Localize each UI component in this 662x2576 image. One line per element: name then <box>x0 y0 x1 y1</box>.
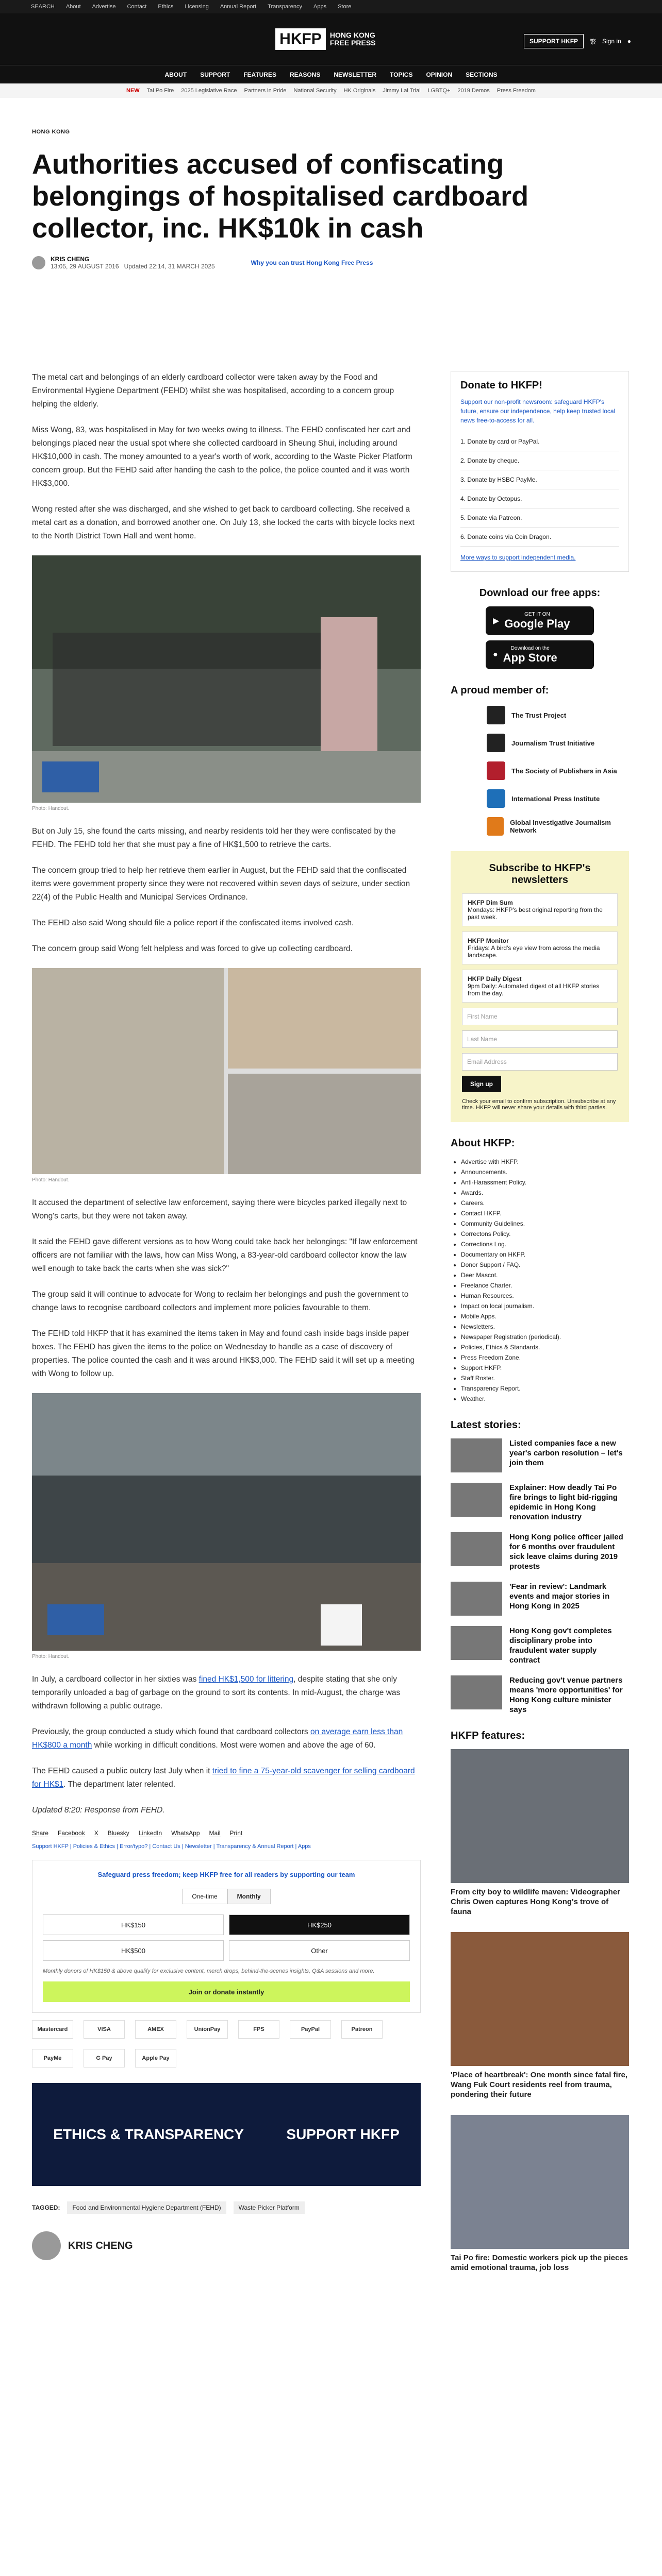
donate-more-link[interactable]: More ways to support independent media. <box>460 554 576 561</box>
logo-wordmark: HONG KONG FREE PRESS <box>329 31 376 47</box>
about-link[interactable]: • Donor Support / FAQ. <box>461 1260 629 1270</box>
advertise-link[interactable]: Advertise <box>92 4 116 10</box>
about-link[interactable]: • Advertise with HKFP. <box>461 1157 629 1167</box>
contact-link[interactable]: Contact <box>127 4 147 10</box>
top-utility-bar <box>0 0 662 13</box>
donate-intro[interactable]: Support our non-profit newsroom: safeguard HKFP's future, ensure our independence, help keep trusted local news free-to-access for all. <box>460 398 616 424</box>
story-item[interactable]: Hong Kong gov't completes disciplinary probe into fraudulent water supply contract <box>451 1626 629 1665</box>
article-header <box>32 129 630 270</box>
about-link[interactable]: • Weather. <box>461 1394 629 1404</box>
paragraph: The FEHD caused a public outcry last July when it tried to fine a 75-year-old scavenger for selling cardboard for HK$1. The department later relented. <box>32 1767 415 1789</box>
feature-image <box>451 1749 629 1883</box>
support-title: Safeguard press freedom; keep HKFP free for all readers by supporting our team <box>97 1871 355 1878</box>
article-headline: Authorities accused of confiscating belongings of hospitalised cardboard collector, inc. HK$10k in cash <box>32 149 529 244</box>
paragraph: The FEHD told HKFP that it has examined the items taken in May and found cash inside bags inside paper boxes. The FEHD has given the items to the police on Wednesday to handle as a case of discovery of properties. The police counted the cash and it was around HK$3,000. The FEHD said it will set up a meeting with Wong to follow up. <box>32 1329 415 1378</box>
feature-item[interactable]: From city boy to wildlife maven: Videographer Chris Owen captures Hong Kong's trove of fauna <box>451 1749 629 1917</box>
donate-title: Donate to HKFP! <box>460 380 542 391</box>
about-link[interactable]: • Human Resources. <box>461 1291 629 1301</box>
new-badge: NEW <box>126 88 140 94</box>
apps-section <box>451 587 629 669</box>
member-logo[interactable]: International Press Institute <box>487 789 629 808</box>
byline <box>32 256 630 270</box>
story-thumbnail <box>451 1483 502 1517</box>
story-item[interactable]: Reducing gov't venue partners means 'more opportunities' for Hong Kong culture minister says <box>451 1675 629 1715</box>
store-link[interactable]: Store <box>338 4 352 10</box>
donate-option[interactable]: 5. Donate via Patreon. <box>460 509 619 528</box>
support-description: Monthly donors of HK$150 & above qualify for exclusive content, merch drops, behind-the-scenes insights, Q&A sessions and more. <box>43 1968 375 1974</box>
story-thumbnail <box>451 1532 502 1566</box>
trending-bar <box>0 83 662 98</box>
tagged-label: TAGGED: <box>32 2204 60 2211</box>
feature-item[interactable]: 'Place of heartbreak': One month since fatal fire, Wang Fuk Court residents reel from trauma, pondering their future <box>451 1932 629 2099</box>
about-title: About HKFP: <box>451 1138 515 1149</box>
author-avatar <box>32 256 45 269</box>
search-link[interactable]: SEARCH <box>31 4 55 10</box>
share-bluesky[interactable]: Bluesky <box>107 1829 129 1837</box>
tag-list <box>32 2201 421 2214</box>
paragraph: In July, a cardboard collector in her sixties was fined HK$1,500 for littering, despite stating that she only temporarily unloaded a bag of garbage on the ground to sort its contents. In mid-August, the charge was withdrawn following a public outrage. <box>32 1675 401 1710</box>
trending-link[interactable]: Partners in Pride <box>244 88 287 94</box>
tag-chip[interactable]: Food and Environmental Hygiene Department (FEHD) <box>67 2201 226 2214</box>
nav-support[interactable]: SUPPORT <box>200 71 230 78</box>
app-store-button[interactable]: ● Download on the App Store <box>486 640 594 669</box>
about-link[interactable]: • Support HKFP. <box>461 1363 629 1373</box>
support-banner[interactable]: SUPPORT HKFP <box>286 2126 400 2142</box>
about-link[interactable]: • Impact on local journalism. <box>461 1301 629 1311</box>
author-name[interactable]: KRIS CHENG <box>51 256 90 263</box>
main-nav <box>0 65 662 83</box>
gijn-icon <box>487 817 504 836</box>
nav-newsletter[interactable]: NEWSLETTER <box>334 71 376 78</box>
payment-logo: Apple Pay <box>135 2049 176 2067</box>
nav-opinion[interactable]: OPINION <box>426 71 453 78</box>
sopa-icon <box>487 761 505 780</box>
signup-button[interactable]: Sign up <box>462 1076 501 1092</box>
paragraph: Previously, the group conducted a study which found that cardboard collectors on average earn less than HK$800 a month while working in difficult conditions. Most were women and above the age of 60. <box>32 1727 403 1750</box>
article-photo <box>32 968 421 1174</box>
logo-mark: HKFP <box>275 28 326 50</box>
signin-link[interactable]: Sign in <box>602 38 621 45</box>
newsletter-option[interactable]: HKFP Monitor Fridays: A bird's eye view from across the media landscape. <box>462 931 618 964</box>
story-item[interactable]: 'Fear in review': Landmark events and major stories in Hong Kong in 2025 <box>451 1582 629 1616</box>
trending-link[interactable]: LGBTQ+ <box>427 88 451 94</box>
paragraph: It said the FEHD gave different versions as to how Wong could take back her belongings: "If law enforcement officers are not familiar with the laws, how can Miss Wong, a 83-year-old cardboard collector know the law well enough to take back the carts when she was sick?" <box>32 1238 418 1273</box>
share-x[interactable]: X <box>94 1829 98 1837</box>
paragraph: Wong rested after she was discharged, and she wished to get back to cardboard collecting. She received a metal cart as a donation, and borrowed another one. On July 13, she locked the carts with bicycle locks next to the North District Town Hall and went home. <box>32 505 415 540</box>
payment-logo: PayMe <box>32 2049 73 2067</box>
apps-title: Download our free apps: <box>479 587 601 599</box>
features-title: HKFP features: <box>451 1730 525 1741</box>
paragraph: The group said it will continue to advocate for Wong to reclaim her belongings and push the government to change laws to recognise cardboard collectors and implement more policies favourable to them. <box>32 1290 409 1312</box>
inline-link[interactable]: fined HK$1,500 for littering <box>198 1675 294 1684</box>
story-item[interactable]: Explainer: How deadly Tai Po fire brings to light bid-rigging epidemic in Hong Kong renovation industry <box>451 1483 629 1522</box>
site-header <box>0 13 662 65</box>
about-link[interactable]: • Press Freedom Zone. <box>461 1352 629 1363</box>
story-thumbnail <box>451 1582 502 1616</box>
annual-report-link[interactable]: Annual Report <box>220 4 257 10</box>
promo-banner[interactable] <box>32 2083 421 2186</box>
payment-logo: Mastercard <box>32 2020 73 2039</box>
members-title: A proud member of: <box>451 685 549 696</box>
first-name-field[interactable]: First Name <box>462 1008 618 1025</box>
story-thumbnail <box>451 1626 502 1660</box>
nav-topics[interactable]: TOPICS <box>390 71 413 78</box>
member-logo[interactable]: Global Investigative Journalism Network <box>487 817 629 836</box>
photo-parked-bikes <box>32 1393 421 1651</box>
about-link[interactable]: • Transparency Report. <box>461 1383 629 1394</box>
trending-link[interactable]: HK Originals <box>343 88 376 94</box>
paragraph: It accused the department of selective law enforcement, saying there were bicycles parked illegally next to Wong's carts, but they were not taken away. <box>32 1198 407 1221</box>
about-link[interactable]: • Awards. <box>461 1188 629 1198</box>
nav-sections[interactable]: SECTIONS <box>466 71 498 78</box>
user-icon[interactable]: ● <box>627 38 631 45</box>
member-logo[interactable]: The Society of Publishers in Asia <box>487 761 629 780</box>
header-actions <box>524 34 631 48</box>
payment-logo: G Pay <box>84 2049 125 2067</box>
newsletter-option[interactable]: HKFP Dim Sum Mondays: HKFP's best original reporting from the past week. <box>462 893 618 926</box>
payment-logo: FPS <box>238 2020 279 2039</box>
payment-logo: Patreon <box>341 2020 383 2039</box>
support-widget <box>32 1860 421 2013</box>
trending-link[interactable]: National Security <box>293 88 337 94</box>
transparency-link[interactable]: Transparency <box>268 4 302 10</box>
author-box <box>32 2231 421 2260</box>
ethics-banner[interactable]: ETHICS & TRANSPARENCY <box>53 2126 244 2142</box>
amount-option[interactable]: HK$150 <box>43 1914 224 1935</box>
join-button[interactable]: Join or donate instantly <box>43 1981 410 2002</box>
ipi-icon <box>487 789 505 808</box>
author-box-name[interactable]: KRIS CHENG <box>68 2240 133 2251</box>
trending-link[interactable]: Jimmy Lai Trial <box>383 88 421 94</box>
google-play-button[interactable]: ▶ GET IT ON Google Play <box>486 606 594 635</box>
donate-box <box>451 371 629 572</box>
about-link[interactable]: • Corrections Log. <box>461 1239 629 1249</box>
about-link[interactable]: • Careers. <box>461 1198 629 1208</box>
share-print[interactable]: Print <box>229 1829 243 1837</box>
story-thumbnail <box>451 1675 502 1709</box>
amount-grid <box>43 1914 410 1961</box>
about-list <box>451 1157 629 1404</box>
support-button[interactable]: SUPPORT HKFP <box>524 34 584 48</box>
nav-features[interactable]: FEATURES <box>243 71 276 78</box>
about-link[interactable]: • Newspaper Registration (periodical). <box>461 1332 629 1342</box>
licensing-link[interactable]: Licensing <box>185 4 209 10</box>
section-label[interactable]: HONG KONG <box>32 129 70 135</box>
about-link[interactable]: • Documentary on HKFP. <box>461 1249 629 1260</box>
jti-icon <box>487 734 505 752</box>
trust-project-icon <box>487 706 505 724</box>
photo-caption: Photo: Handout. <box>32 806 70 811</box>
payment-methods <box>32 2020 421 2067</box>
member-logo[interactable]: The Trust Project <box>487 706 629 724</box>
ethics-link[interactable]: Ethics <box>158 4 174 10</box>
story-item[interactable]: Hong Kong police officer jailed for 6 months over fraudulent sick leave claims during 2019 protests <box>451 1532 629 1571</box>
members-section <box>451 685 629 836</box>
about-link[interactable]: • Anti-Harassment Policy. <box>461 1177 629 1188</box>
amount-option[interactable]: HK$250 <box>229 1914 410 1935</box>
about-link[interactable]: • Policies, Ethics & Standards. <box>461 1342 629 1352</box>
payment-logo: VISA <box>84 2020 125 2039</box>
paragraph: Miss Wong, 83, was hospitalised in May for two weeks owing to illness. The FEHD confiscated her cart and belongings placed near the usual spot where she collected cardboard in Sheung Shui, including around HK$10,000 in cash. The money amounted to a year's worth of work, according to the Waste Picker Platform concern group. But the FEHD said after handing the cash to the police, the police counted and it was worth HK$3,000. <box>32 426 412 488</box>
story-thumbnail <box>451 1438 502 1472</box>
article-body <box>32 371 421 2260</box>
inline-link[interactable]: on average earn less than HK$800 a month <box>32 1727 403 1750</box>
last-name-field[interactable]: Last Name <box>462 1030 618 1048</box>
about-link[interactable]: • Staff Roster. <box>461 1373 629 1383</box>
paragraph: The concern group said Wong felt helpless and was forced to give up collecting cardboard. <box>32 944 353 953</box>
feature-item[interactable]: Tai Po fire: Domestic workers pick up the pieces amid emotional trauma, job loss <box>451 2115 629 2273</box>
member-logo[interactable]: Journalism Trust Initiative <box>487 734 629 752</box>
feature-image <box>451 2115 629 2249</box>
trust-link[interactable]: Why you can trust Hong Kong Free Press <box>251 259 373 266</box>
publish-date: 13:05, 29 AUGUST 2016 <box>51 263 119 270</box>
nav-about[interactable]: ABOUT <box>164 71 187 78</box>
trending-link[interactable]: Tai Po Fire <box>146 88 174 94</box>
about-link[interactable]: • Correctons Policy. <box>461 1229 629 1239</box>
latest-stories <box>451 1419 629 1715</box>
sidebar <box>451 371 629 2288</box>
donate-option[interactable]: 1. Donate by card or PayPal. <box>460 432 619 451</box>
photo-collage <box>32 968 421 1174</box>
email-field[interactable]: Email Address <box>462 1053 618 1071</box>
about-link[interactable]: • Deer Mascot. <box>461 1270 629 1280</box>
newsletter-note: Check your email to confirm subscription. Unsubscribe at any time. HKFP will never share your details with third parties. <box>462 1098 616 1111</box>
photo-caption: Photo: Handout. <box>32 1177 70 1183</box>
frequency-tabs <box>43 1889 410 1904</box>
photo-street-carts <box>32 555 421 803</box>
donate-option[interactable]: 2. Donate by cheque. <box>460 451 619 470</box>
updated-date: Updated 22:14, 31 MARCH 2025 <box>124 263 215 270</box>
donate-option[interactable]: 3. Donate by HSBC PayMe. <box>460 470 619 489</box>
author-avatar <box>32 2231 61 2260</box>
share-mail[interactable]: Mail <box>209 1829 221 1837</box>
share-bar <box>32 1829 421 1837</box>
site-logo[interactable] <box>275 28 387 50</box>
paragraph: The concern group tried to help her retrieve them earlier in August, but the FEHD said that the confiscated items were government property since they were not recovered within seven days of seizure, under section 22(4) of the Public Health and Municipal Services Ordinance. <box>32 866 410 902</box>
latest-title: Latest stories: <box>451 1419 521 1431</box>
play-icon: ▶ <box>493 617 500 625</box>
about-link[interactable]: • Newsletters. <box>461 1321 629 1332</box>
inline-link[interactable]: tried to fine a 75-year-old scavenger for selling cardboard for HK$1 <box>32 1767 415 1789</box>
share-whatsapp[interactable]: WhatsApp <box>171 1829 200 1837</box>
payment-logo: AMEX <box>135 2020 176 2039</box>
share-facebook[interactable]: Facebook <box>58 1829 85 1837</box>
paragraph: The FEHD also said Wong should file a police report if the confiscated items involved cash. <box>32 919 354 927</box>
features-section <box>451 1730 629 2273</box>
article-photo <box>32 1393 421 1651</box>
tab-one-time[interactable]: One-time <box>182 1889 227 1904</box>
paragraph: The metal cart and belongings of an elderly cardboard collector were taken away by the Food and Environmental Hygiene Department (FEHD) whilst she was hospitalised, according to a concern group helping the elderly. <box>32 373 394 409</box>
language-toggle[interactable]: 繁 <box>590 38 597 45</box>
about-link[interactable]: • Freelance Charter. <box>461 1280 629 1291</box>
amount-option[interactable]: Other <box>229 1940 410 1961</box>
trending-link[interactable]: Press Freedom <box>496 88 536 94</box>
about-link[interactable]: • Contact HKFP. <box>461 1208 629 1218</box>
about-link[interactable]: About <box>65 4 81 10</box>
tab-monthly[interactable]: Monthly <box>227 1889 271 1904</box>
newsletter-option[interactable]: HKFP Daily Digest 9pm Daily: Automated digest of all HKFP stories from the day. <box>462 970 618 1003</box>
policies-links[interactable]: Support HKFP | Policies & Ethics | Error/typo? | Contact Us | Newsletter | Transparency & Annual Report | Apps <box>32 1843 311 1850</box>
amount-option[interactable]: HK$500 <box>43 1940 224 1961</box>
donate-option[interactable]: 6. Donate coins via Coin Dragon. <box>460 528 619 547</box>
photo-caption: Photo: Handout. <box>32 1654 70 1659</box>
nav-reasons[interactable]: REASONS <box>289 71 321 78</box>
story-item[interactable]: Listed companies face a new year's carbon resolution – let's join them <box>451 1438 629 1472</box>
newsletter-box <box>451 851 629 1122</box>
apps-link[interactable]: Apps <box>313 4 327 10</box>
share-linkedin[interactable]: LinkedIn <box>138 1829 162 1837</box>
trending-link[interactable]: 2025 Legislative Race <box>181 88 237 94</box>
newsletter-title: Subscribe to HKFP's newsletters <box>489 862 591 886</box>
donate-option[interactable]: 4. Donate by Octopus. <box>460 489 619 509</box>
tag-chip[interactable]: Waste Picker Platform <box>234 2201 305 2214</box>
about-link[interactable]: • Community Guidelines. <box>461 1218 629 1229</box>
about-link[interactable]: • Announcements. <box>461 1167 629 1177</box>
payment-logo: PayPal <box>290 2020 331 2039</box>
about-section <box>451 1138 629 1404</box>
article-photo <box>32 555 421 803</box>
payment-logo: UnionPay <box>187 2020 228 2039</box>
apple-icon: ● <box>493 650 498 659</box>
trending-link[interactable]: 2019 Demos <box>457 88 490 94</box>
paragraph: But on July 15, she found the carts missing, and nearby residents told her they were confiscated by the FEHD. The FEHD told her that she must pay a fine of HK$1,500 to retrieve the carts. <box>32 827 396 849</box>
share-label: Share <box>32 1829 49 1837</box>
about-link[interactable]: • Mobile Apps. <box>461 1311 629 1321</box>
update-note: Updated 8:20: Response from FEHD. <box>32 1806 165 1815</box>
feature-image <box>451 1932 629 2066</box>
